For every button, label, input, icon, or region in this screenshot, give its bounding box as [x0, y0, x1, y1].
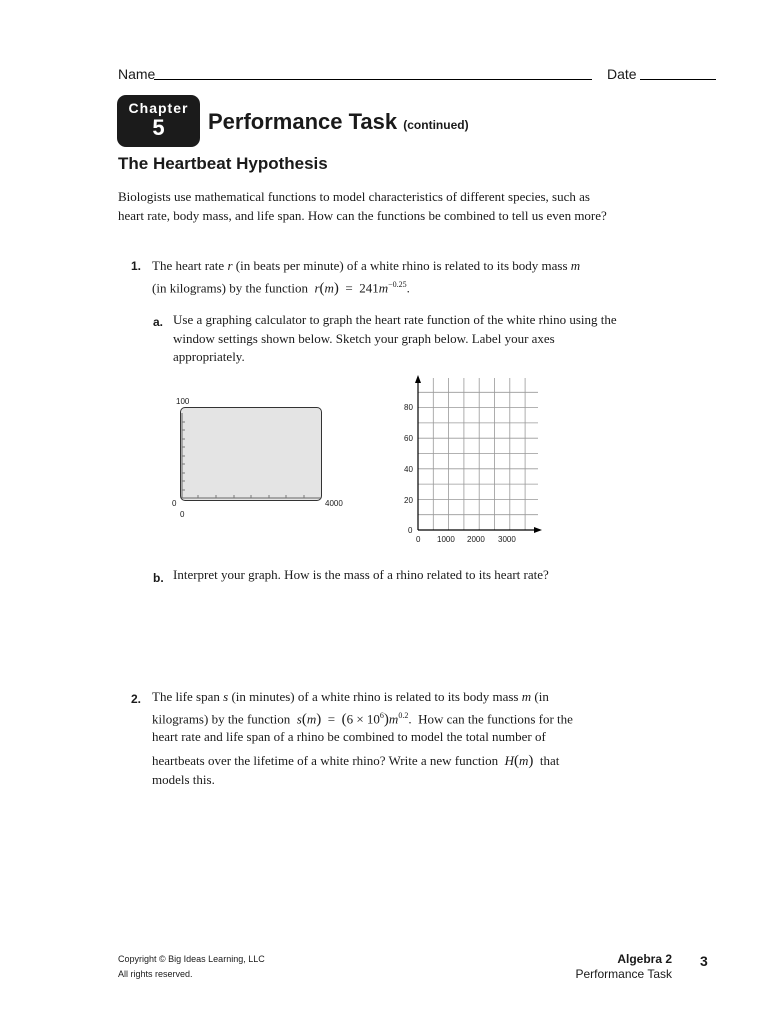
page-title-main: Performance Task	[208, 109, 398, 134]
copyright-text: Copyright © Big Ideas Learning, LLC	[118, 954, 265, 964]
chapter-label: Chapter	[128, 100, 189, 116]
y-tick-label: 40	[404, 465, 413, 474]
calculator-ymax: 100	[176, 397, 190, 406]
rights-text: All rights reserved.	[118, 969, 193, 979]
question-1a-label: a.	[153, 315, 164, 329]
book-subtitle: Performance Task	[575, 967, 672, 981]
chapter-badge	[117, 95, 200, 147]
name-label: Name	[118, 66, 156, 82]
question-2-text: The life span s (in minutes) of a white rhino is related to its body mass m (in kilograms) by the function $s(m) = (6 \times 10^6)m^{0.2}$. How can the functions for the heart rate and life span of a rhino be combined to model the total number of heartbeats over the lifetime of a white rhino? Write a new function H(m) that models this.	[152, 689, 573, 787]
intro-paragraph: Biologists use mathematical functions to model characteristics of different species, such as heart rate, body mass, and life span. How can the functions be combined to tell us even more?	[118, 189, 607, 223]
name-field[interactable]	[154, 79, 592, 80]
sketch-grid[interactable]	[410, 372, 545, 537]
calculator-xmax: 4000	[325, 499, 343, 508]
question-2-number: 2.	[131, 692, 142, 706]
y-tick-label: 80	[404, 403, 413, 412]
y-tick-label: 0	[408, 526, 413, 535]
date-field[interactable]	[640, 79, 716, 80]
question-1-text: The heart rate r (in beats per minute) of a white rhino is related to its body mass m (in kilograms) by the function $r(m) = 241m^{-0.25}$.	[152, 258, 581, 297]
y-axis-arrow	[415, 375, 421, 383]
chapter-number: 5	[152, 115, 165, 140]
calculator-xmin: 0	[180, 510, 185, 519]
page-title-suffix: (continued)	[403, 118, 469, 132]
y-tick-label: 20	[404, 496, 413, 505]
question-1b-text: Interpret your graph. How is the mass of a rhino related to its heart rate?	[173, 567, 549, 582]
x-tick-label: 3000	[498, 535, 516, 544]
x-axis-arrow	[534, 527, 542, 533]
question-1-number: 1.	[131, 259, 142, 273]
date-label: Date	[607, 66, 637, 82]
book-title: Algebra 2	[617, 952, 672, 966]
x-tick-label: 1000	[437, 535, 455, 544]
y-tick-label: 60	[404, 434, 413, 443]
page-number: 3	[700, 953, 708, 969]
page-title	[208, 109, 469, 135]
question-1a-text: Use a graphing calculator to graph the heart rate function of the white rhino using the window settings shown below. Sketch your graph below. Label your axes appropriately.	[173, 312, 617, 364]
calculator-ymin: 0	[172, 499, 177, 508]
x-tick-label: 0	[416, 535, 421, 544]
x-tick-label: 2000	[467, 535, 485, 544]
calculator-axes	[176, 405, 326, 505]
section-title: The Heartbeat Hypothesis	[118, 154, 328, 173]
question-1b-label: b.	[153, 571, 164, 585]
